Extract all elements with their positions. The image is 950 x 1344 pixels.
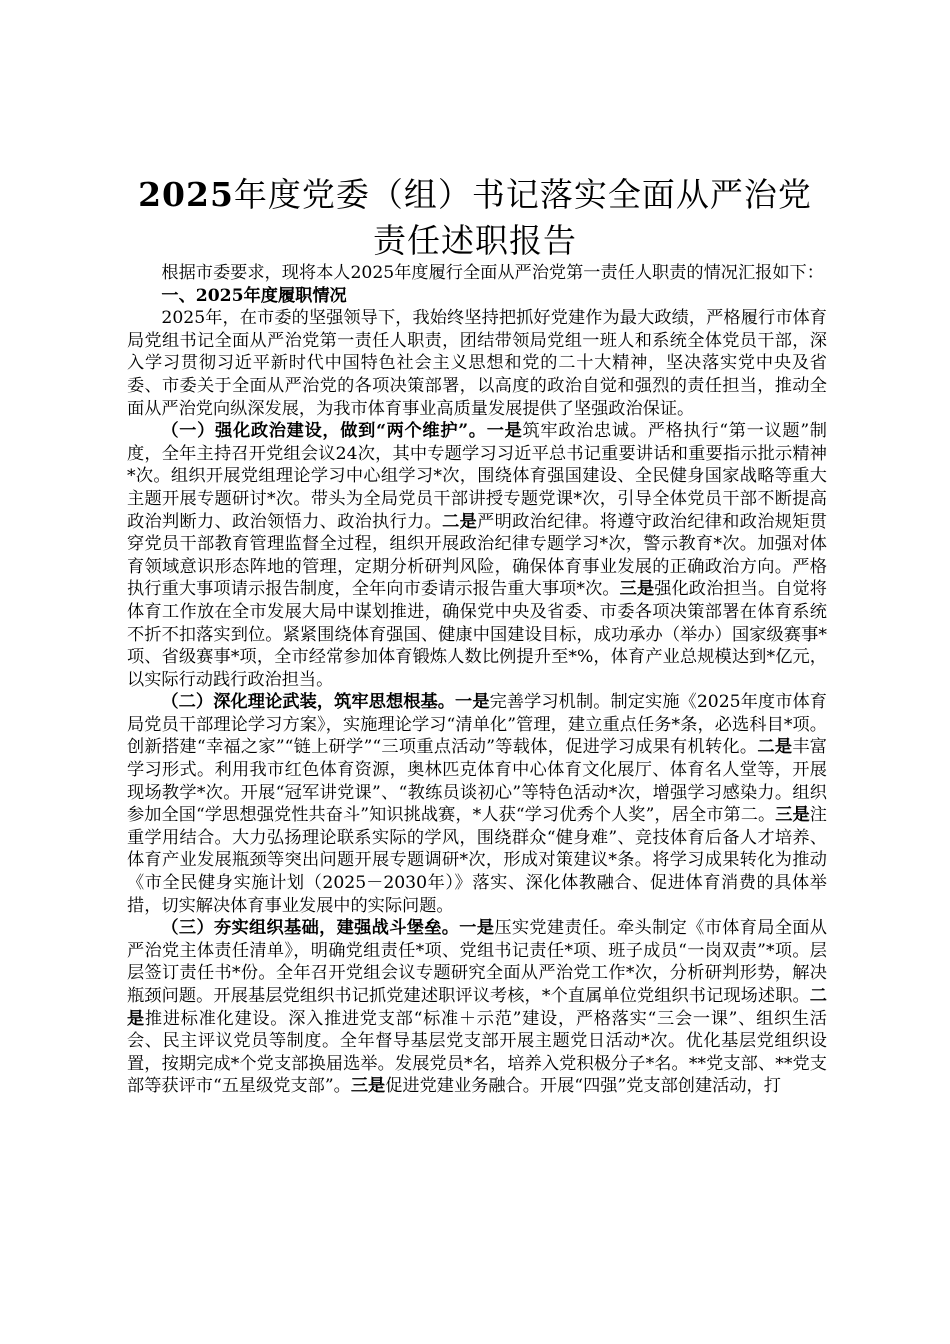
section-paragraph: 2025年，在市委的坚强领导下，我始终坚持把抓好党建作为最大政绩，严格履行市体育局党组书记全面从严治党第一责任人职责，团结带领局党组一班人和系统全体党员干部，深入学习贯彻习近平新时代中国特色社会主义思想和党的二十大精神，坚决落实党中央及省委、市委关于全面从严治党的各项决策部署，以高度的政治自觉和强烈的责任担当，推动全面从严治党向纵深发展，为我市体育事业高质量发展提供了坚强政治保证。 [127, 308, 827, 419]
point-marker: 三是 [350, 1076, 386, 1097]
point-marker: 二是 [757, 737, 793, 758]
subsection-1-heading: （一）强化政治建设，做到“两个维护”。 [161, 421, 487, 442]
subsection-2-heading: （二）深化理论武装，筑牢思想根基。 [161, 692, 456, 713]
section-heading: 一、2025年度履职情况 [161, 285, 347, 306]
point-marker: 二是 [442, 511, 478, 532]
subsection-2-paragraph [127, 691, 827, 917]
subsection-3-paragraph [127, 917, 827, 1098]
point-text: 压实党建责任。牵头制定《市体育局全面从严治党主体责任清单》，明确党组责任*项、党组书记责任*项、班子成员“一岗双责”*项。层层签订责任书*份。全年召开党组会议专题研究全面从严治党工作*次，分析研判形势，解决瓶颈问题。开展基层党组织书记抓党建述职评议考核，*个直属单位党组织书记现场述职。 [127, 918, 827, 1006]
point-marker: 一是 [459, 918, 495, 939]
point-text: 强化政治担当。自觉将体育工作放在全市发展大局中谋划推进，确保党中央及省委、市委各项决策部署在体育系统不折不扣落实到位。紧紧围绕体育强国、健康中国建设目标，成功承办（举办）国家级赛事*项、省级赛事*项，全市经常参加体育锻炼人数比例提升至*%，体育产业总规模达到*亿元，以实际行动践行政治担当。 [127, 579, 827, 690]
title-line-1: 年度党委（组）书记落实全面从严治党 [233, 175, 812, 214]
point-text: 推进标准化建设。深入推进党支部“标准＋示范”建设，严格落实“三会一课”、组织生活会、民主评议党员等制度。全年督导基层党支部开展主题党日活动*次。优化基层党组织设置，按期完成*个党支部换届选举。发展党员*名，培养入党积极分子*名。**党支部、**党支部等获评市“五星级党支部”。 [127, 1008, 827, 1097]
title-year: 2025 [138, 175, 234, 214]
document-body [127, 262, 827, 1098]
point-text: 完善学习机制。制定实施《2025年度市体育局党员干部理论学习方案》，实施理论学习“清单化”管理，建立重点任务*条，必选科目*项。创新搭建“幸福之家”“链上研学”“三项重点活动”等载体，促进学习成果有机转化。 [127, 692, 827, 758]
subsection-1-paragraph [127, 420, 827, 691]
point-marker: 二是 [127, 986, 827, 1029]
title-line-2: 责任述职报告 [373, 221, 577, 260]
point-marker: 三是 [619, 579, 655, 600]
point-text: 丰富学习形式。利用我市红色体育资源，奥林匹克体育中心体育文化展厅、体育名人堂等，开展现场教学*次。开展“冠军讲党课”、“教练员谈初心”等特色活动*次，增强学习感染力。组织参加全国“学思想强党性共奋斗”知识挑战赛，*人获“学习优秀个人奖”，居全市第二。 [127, 737, 827, 826]
point-marker: 一是 [486, 421, 523, 442]
point-text: 严明政治纪律。将遵守政治纪律和政治规矩贯穿党员干部教育管理监督全过程，组织开展政治纪律专题学习*次，警示教育*次。加强对体育领域意识形态阵地的管理，定期分析研判风险，确保体育事业发展的正确政治方向。严格执行重大事项请示报告制度，全年向市委请示报告重大事项*次。 [127, 511, 827, 600]
subsection-3-heading: （三）夯实组织基础，建强战斗堡垒。 [161, 918, 460, 939]
point-text: 注重学用结合。大力弘扬理论联系实际的学风，围绕群众“健身难”、竞技体育后备人才培养、体育产业发展瓶颈等突出问题开展专题调研*次，形成对策建议*条。将学习成果转化为推动《市全民健身实施计划（2025－2030年）》落实、深化体教融合、促进体育消费的具体举措，切实解决体育事业发展中的实际问题。 [127, 805, 827, 916]
point-marker: 三是 [775, 805, 810, 826]
intro-paragraph: 根据市委要求，现将本人2025年度履行全面从严治党第一责任人职责的情况汇报如下： [161, 263, 824, 283]
point-text: 促进党建业务融合。开展“四强”党支部创建活动，打 [385, 1076, 781, 1097]
document-title [120, 172, 830, 264]
point-marker: 一是 [455, 692, 490, 713]
point-text: 筑牢政治忠诚。严格执行“第一议题”制度，全年主持召开党组会议24次，其中专题学习习近平总书记重要讲话和重要指示批示精神*次。组织开展党组理论学习中心组学习*次，围绕体育强国建设、全民健身国家战略等重大主题开展专题研讨*次。带头为全局党员干部讲授专题党课*次，引导全体党员干部不断提高政治判断力、政治领悟力、政治执行力。 [127, 421, 827, 532]
